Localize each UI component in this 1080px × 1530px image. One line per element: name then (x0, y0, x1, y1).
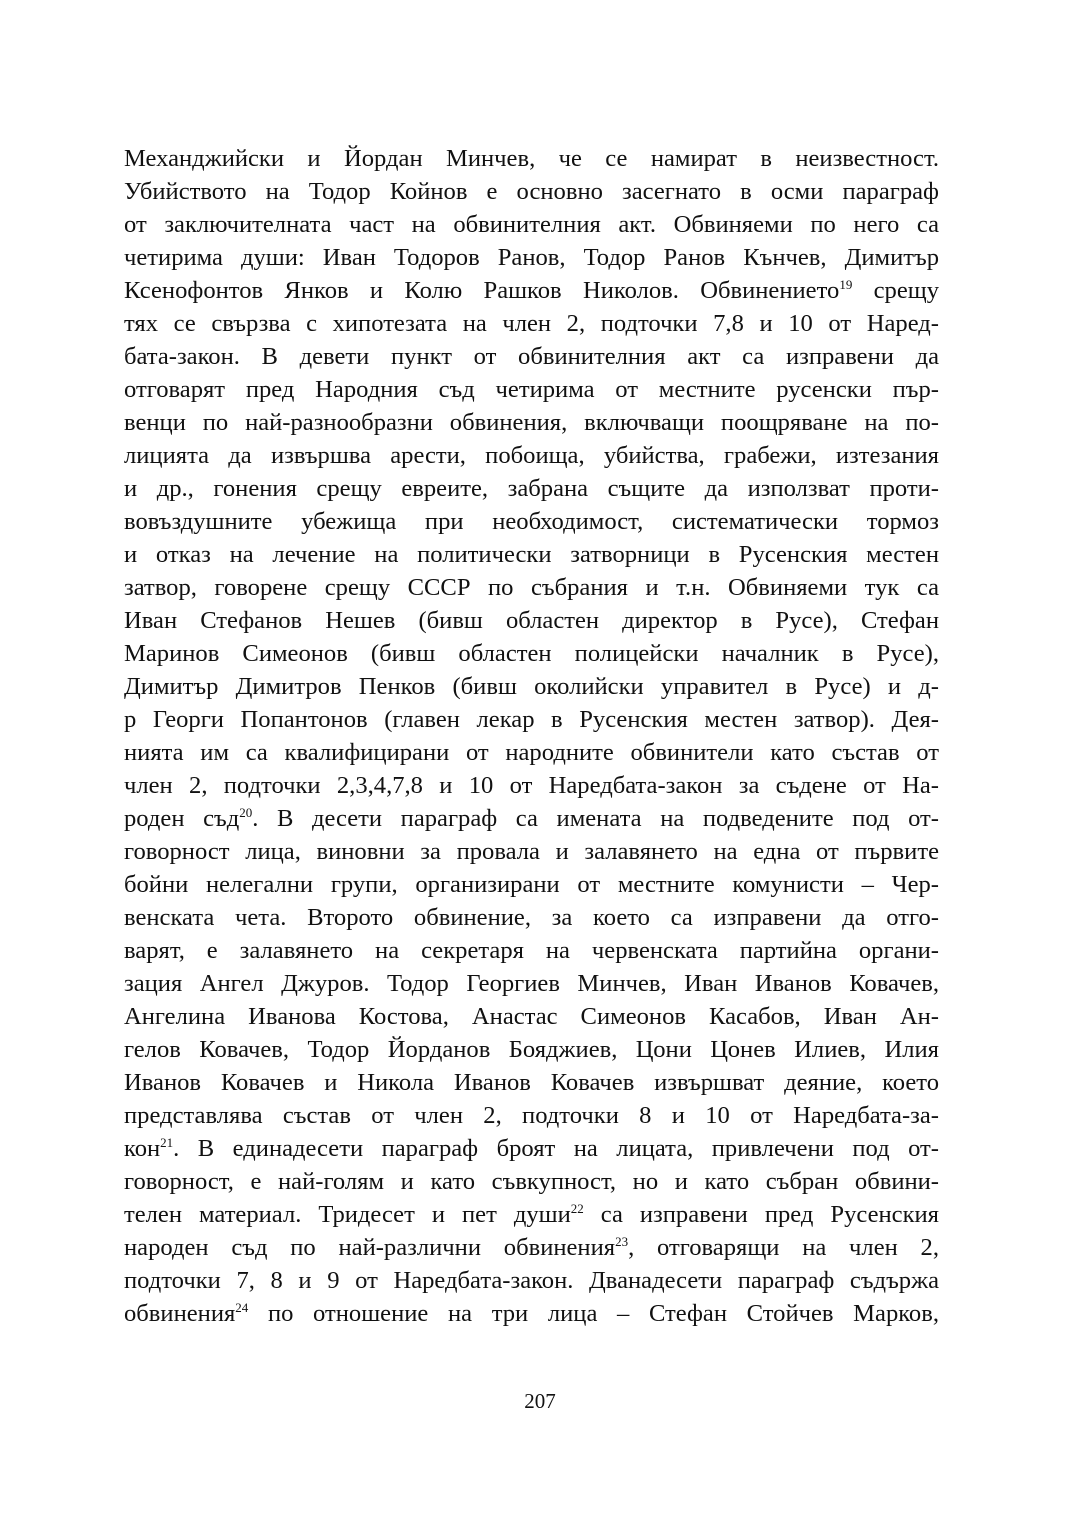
text-line: четирима души: Иван Тодоров Ранов, Тодор Ранов Кънчев, Димитър (124, 244, 939, 271)
text-line: Маринов Симеонов (бивш областен полицейски началник в Русе), (124, 640, 939, 667)
text-line: Механджийски и Йордан Минчев, че се намират в неизвестност. (124, 145, 939, 172)
text-segment: срещу (852, 277, 939, 304)
text-line: член 2, подточки 2,3,4,7,8 и 10 от Наредбата-закон за съдене от На- (124, 772, 939, 799)
text-line (124, 1132, 939, 1165)
footnote-ref: 24 (235, 1300, 249, 1315)
page-number: 207 (524, 1389, 556, 1413)
footnote-ref: 22 (570, 1201, 584, 1216)
footnote-ref: 19 (839, 277, 853, 292)
text-line: вовъздушните убежища при необходимост, систематически тормоз (124, 508, 939, 535)
text-line: Убийството на Тодор Койнов е основно засегнато в осми параграф (124, 178, 939, 205)
text-line: бата-закон. В девети пункт от обвинителния акт са изправени да (124, 343, 939, 370)
text-segment: , отговарящи на член 2, (628, 1234, 940, 1261)
text-line: говорност, е най-голям и като съвкупност, но и като събран обвини- (124, 1168, 939, 1195)
body-text (124, 142, 939, 1330)
text-segment: обвинения (124, 1300, 236, 1327)
text-segment: роден съд (124, 805, 240, 832)
text-line: подточки 7, 8 и 9 от Наредбата-закон. Дванадесети параграф съдържа (124, 1267, 939, 1294)
text-line: зация Ангел Джуров. Тодор Георгиев Минчев, Иван Иванов Ковачев, (124, 970, 939, 997)
text-line: говорност лица, виновни за провала и залавянето на една от първите (124, 838, 939, 865)
footnote-ref: 23 (615, 1234, 629, 1249)
text-line (124, 274, 939, 307)
text-line: варят, е залавянето на секретаря на червенската партийна органи- (124, 937, 939, 964)
text-line (124, 1198, 939, 1231)
text-segment: са изправени пред Русенския (583, 1201, 939, 1228)
text-line: венци по най-разнообразни обвинения, включващи поощряване на по- (124, 409, 939, 436)
text-line (124, 1231, 939, 1264)
text-line: венската чета. Второто обвинение, за което са изправени да отго- (124, 904, 939, 931)
text-line: отговарят пред Народния съд четирима от местните русенски пър- (124, 376, 939, 403)
text-line: от заключителната част на обвинителния акт. Обвиняеми по него са (124, 211, 939, 238)
text-line: представлява състав от член 2, подточки 8 и 10 от Наредбата-за- (124, 1102, 939, 1129)
text-line: тях се свързва с хипотезата на член 2, подточки 7,8 и 10 от Наред- (124, 310, 939, 337)
text-line: гелов Ковачев, Тодор Йорданов Бояджиев, Цони Цонев Илиев, Илия (124, 1036, 939, 1063)
text-segment: . В десети параграф са имената на подведените под от- (252, 805, 939, 832)
text-segment: народен съд по най-различни обвинения (124, 1234, 616, 1261)
text-line: Иванов Ковачев и Никола Иванов Ковачев извършват деяние, което (124, 1069, 939, 1096)
text-segment: по отношение на три лица – Стефан Стойчев Марков, (248, 1300, 939, 1327)
text-line: Иван Стефанов Нешев (бивш областен директор в Русе), Стефан (124, 607, 939, 634)
text-line: р Георги Попантонов (главен лекар в Русенския местен затвор). Дея- (124, 706, 939, 733)
text-segment: . В единадесети параграф броят на лицата, привлечени под от- (173, 1135, 939, 1162)
text-line: и отказ на лечение на политически затворници в Русенския местен (124, 541, 939, 568)
text-line: лицията да извършва арести, побоища, убийства, грабежи, изтезания (124, 442, 939, 469)
text-line: Димитър Димитров Пенков (бивш околийски управител в Русе) и д- (124, 673, 939, 700)
footnote-ref: 20 (239, 805, 253, 820)
text-line: и др., гонения срещу евреите, забрана същите да използват проти- (124, 475, 939, 502)
footnote-ref: 21 (160, 1135, 174, 1150)
text-line: нията им са квалифицирани от народните обвинители като състав от (124, 739, 939, 766)
text-line: Ангелина Иванова Костова, Анастас Симеонов Касабов, Иван Ан- (124, 1003, 939, 1030)
text-segment: Ксенофонтов Янков и Колю Рашков Николов. Обвинението (124, 277, 840, 304)
text-segment: кон (124, 1135, 161, 1162)
text-line (124, 802, 939, 835)
text-line (124, 1297, 939, 1330)
text-line: затвор, говорене срещу СССР по събрания и т.н. Обвиняеми тук са (124, 574, 939, 601)
text-segment: телен материал. Тридесет и пет души (124, 1201, 571, 1228)
text-line: бойни нелегални групи, организирани от местните комунисти – Чер- (124, 871, 939, 898)
